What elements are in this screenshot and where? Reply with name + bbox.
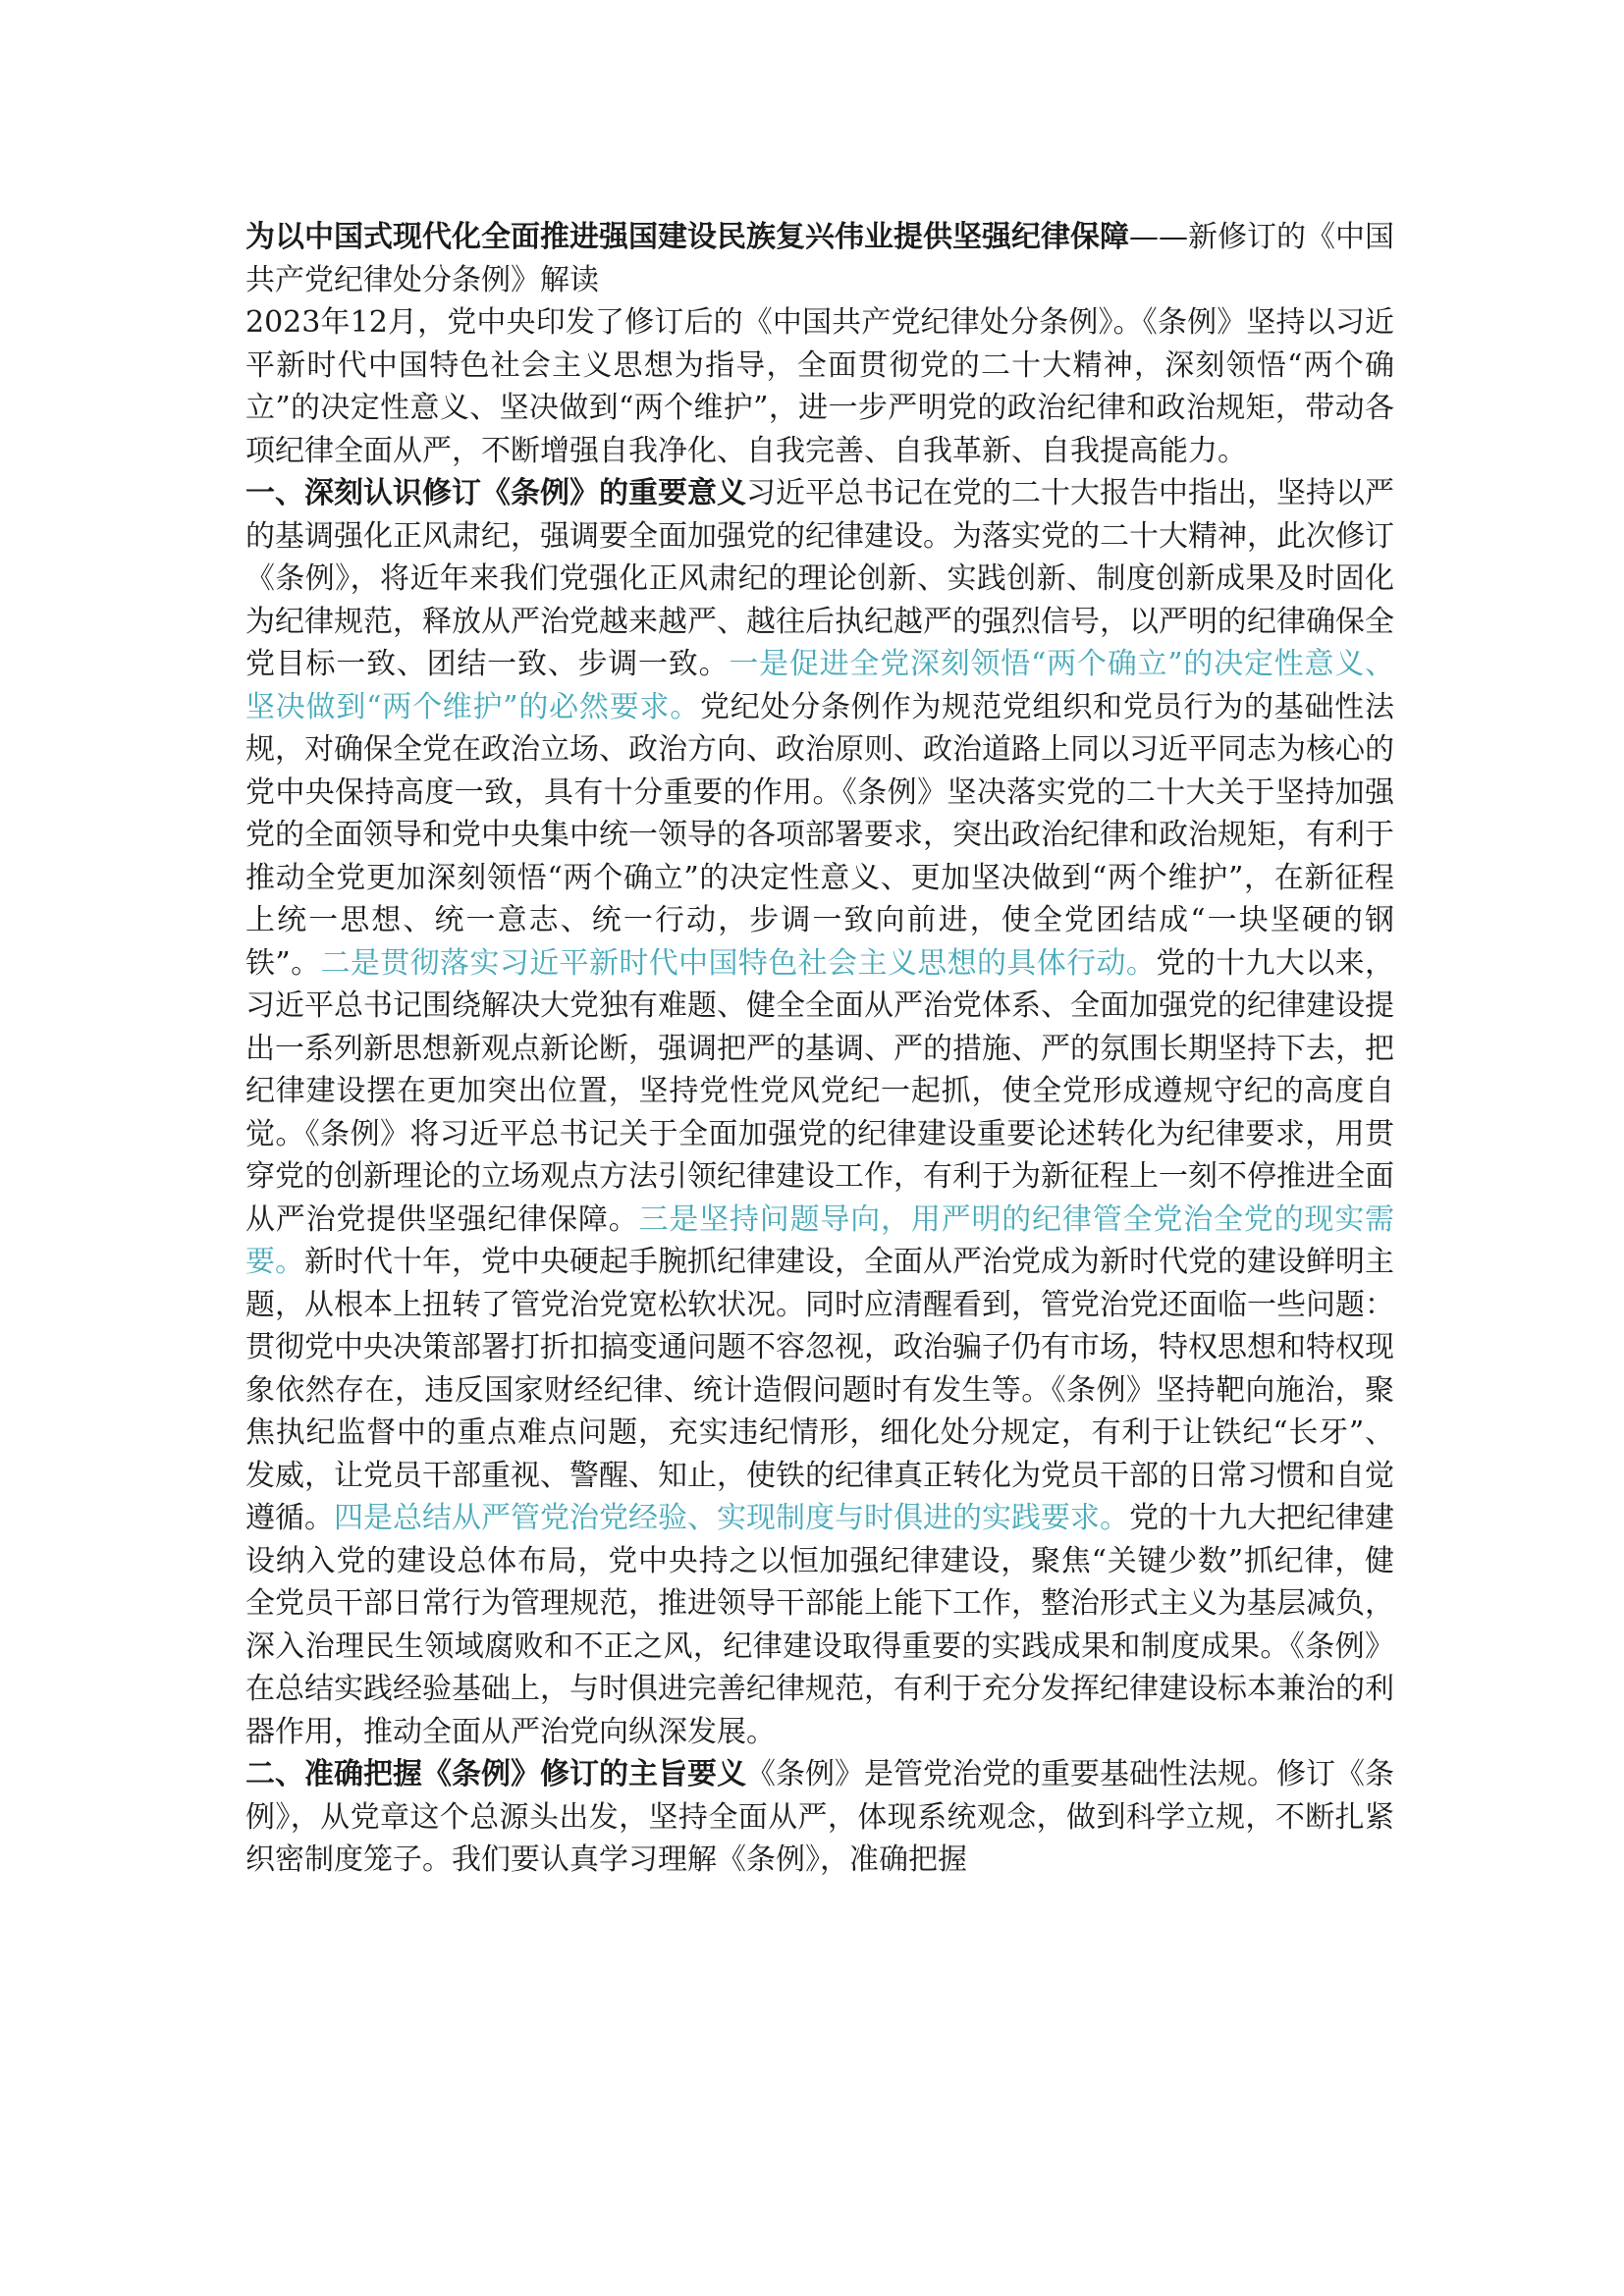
section-2-lead: 《条例》是管党治党的重要基础性法规。修订《条例》，从党章这个总源头出发，坚持全面从严，体现系统观念，做到科学立规，不断扎紧织密制度笼子。我们要认真学习理解《条例》，准确把握 bbox=[245, 1757, 1394, 1877]
title-bold-part: 为以中国式现代化全面推进强国建设民族复兴伟业提供坚强纪律保障 bbox=[245, 220, 1129, 254]
point-2-title: 二是贯彻落实习近平新时代中国特色社会主义思想的具体行动。 bbox=[320, 945, 1157, 981]
document-title bbox=[245, 216, 1394, 301]
section-2-paragraph bbox=[245, 1753, 1394, 1882]
section-1-lead: 习近平总书记在党的二十大报告中指出，坚持以严的基调强化正风肃纪，强调要全面加强党的纪律建设。为落实党的二十大精神，此次修订《条例》，将近年来我们党强化正风肃纪的理论创新、实践创新、制度创新成果及时固化为纪律规范，释放从严治党越来越严、越往后执纪越严的强烈信号，以严明的纪律确保全党目标一致、团结一致、步调一致。 bbox=[245, 476, 1394, 681]
point-1-body: 党纪处分条例作为规范党组织和党员行为的基础性法规，对确保全党在政治立场、政治方向、政治原则、政治道路上同以习近平同志为核心的党中央保持高度一致，具有十分重要的作用。《条例》坚决落实党的二十大关于坚持加强党的全面领导和党中央集中统一领导的各项部署要求，突出政治纪律和政治规矩，有利于推动全党更加深刻领悟“两个确立”的决定性意义、更加坚决做到“两个维护”，在新征程上统一思想、统一意志、统一行动，步调一致向前进，使全党团结成“一块坚硬的钢铁”。 bbox=[245, 689, 1394, 981]
point-3-body: 新时代十年，党中央硬起手腕抓纪律建设，全面从严治党成为新时代党的建设鲜明主题，从根本上扭转了管党治党宽松软状况。同时应清醒看到，管党治党还面临一些问题：贯彻党中央决策部署打折扣搞变通问题不容忽视，政治骗子仍有市场，特权思想和特权现象依然存在，违反国家财经纪律、统计造假问题时有发生等。《条例》坚持靶向施治，聚焦执纪监督中的重点难点问题，充实违纪情形，细化处分规定，有利于让铁纪“长牙”、发威，让党员干部重视、警醒、知止，使铁的纪律真正转化为党员干部的日常习惯和自觉遵循。 bbox=[245, 1245, 1394, 1535]
section-1-paragraph bbox=[245, 472, 1394, 1753]
section-1-heading: 一、深刻认识修订《条例》的重要意义 bbox=[245, 476, 746, 510]
intro-paragraph: 2023年12月，党中央印发了修订后的《中国共产党纪律处分条例》。《条例》坚持以习近平新时代中国特色社会主义思想为指导，全面贯彻党的二十大精神，深刻领悟“两个确立”的决定性意义、坚决做到“两个维护”，进一步严明党的政治纪律和政治规矩，带动各项纪律全面从严，不断增强自我净化、自我完善、自我革新、自我提高能力。 bbox=[245, 305, 1394, 468]
section-2-heading: 二、准确把握《条例》修订的主旨要义 bbox=[245, 1757, 746, 1791]
point-1-title: 一是促进全党深刻领悟“两个确立”的决定性意义、坚决做到“两个维护”的必然要求。 bbox=[245, 647, 1394, 724]
title-rest-part: ——新修订的《中国共产党纪律处分条例》解读 bbox=[245, 220, 1394, 297]
point-2-body: 党的十九大以来，习近平总书记围绕解决大党独有难题、健全全面从严治党体系、全面加强党的纪律建设提出一系列新思想新观点新论断，强调把严的基调、严的措施、严的氛围长期坚持下去，把纪律建设摆在更加突出位置，坚持党性党风党纪一起抓，使全党形成遵规守纪的高度自觉。《条例》将习近平总书记关于全面加强党的纪律建设重要论述转化为纪律要求，用贯穿党的创新理论的立场观点方法引领纪律建设工作，有利于为新征程上一刻不停推进全面从严治党提供坚强纪律保障。 bbox=[245, 945, 1395, 1237]
point-3-title: 三是坚持问题导向，用严明的纪律管全党治全党的现实需要。 bbox=[245, 1201, 1395, 1279]
point-4-body: 党的十九大把纪律建设纳入党的建设总体布局，党中央持之以恒加强纪律建设，聚焦“关键少数”抓纪律，健全党员干部日常行为管理规范，推进领导干部能上能下工作，整治形式主义为基层减负，深入治理民生领域腐败和不正之风，纪律建设取得重要的实践成果和制度成果。《条例》在总结实践经验基础上，与时俱进完善纪律规范，有利于充分发挥纪律建设标本兼治的利器作用，推动全面从严治党向纵深发展。 bbox=[245, 1501, 1394, 1749]
point-4-title: 四是总结从严管党治党经验、实现制度与时俱进的实践要求。 bbox=[334, 1501, 1129, 1535]
document-page bbox=[245, 216, 1394, 1882]
